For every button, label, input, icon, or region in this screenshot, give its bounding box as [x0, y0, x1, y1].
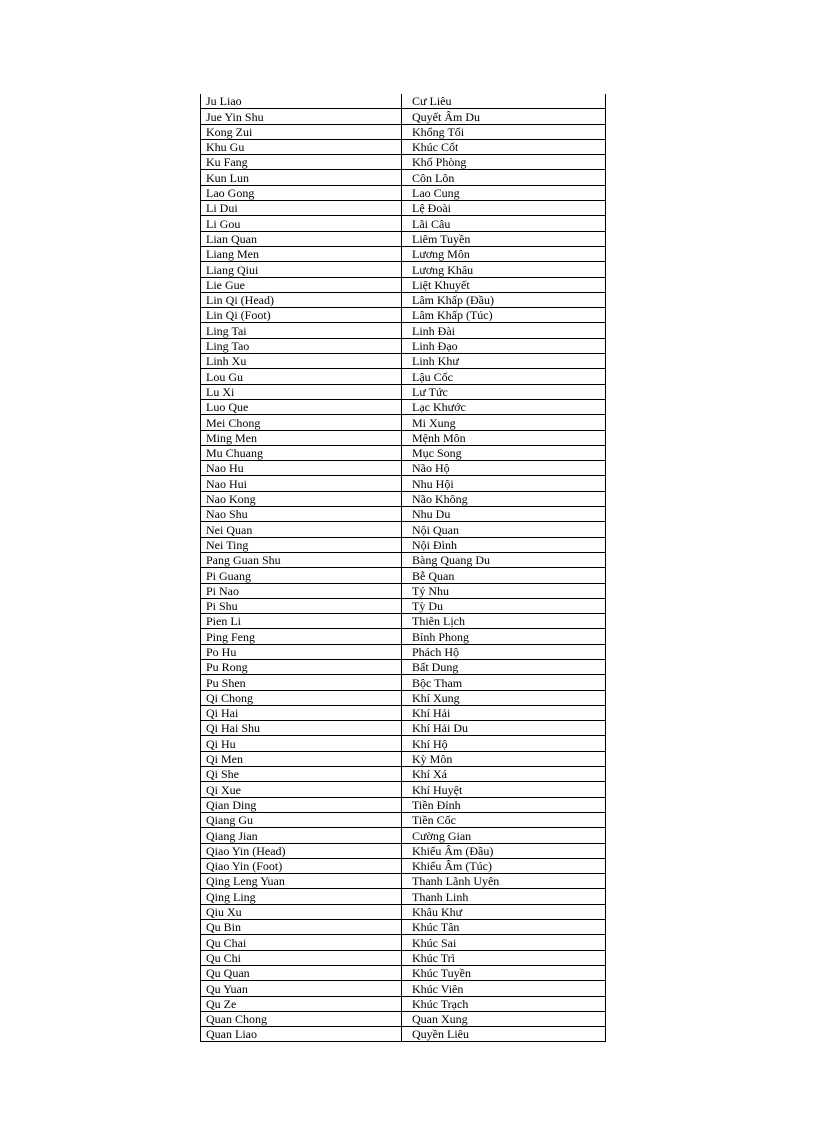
table-row: [201, 323, 606, 338]
pinyin-name-cell: Po Hu: [201, 644, 402, 659]
pinyin-name-cell: Nao Shu: [201, 507, 402, 522]
vietnamese-name-cell: Lâm Khấp (Túc): [402, 308, 606, 323]
pinyin-name-cell: Nao Hu: [201, 461, 402, 476]
pinyin-name-cell: Qiang Jian: [201, 828, 402, 843]
table-row: [201, 201, 606, 216]
vietnamese-name-cell: Linh Đạo: [402, 338, 606, 353]
table-row: [201, 568, 606, 583]
table-row: [201, 155, 606, 170]
table-row: [201, 659, 606, 674]
pinyin-name-cell: Li Gou: [201, 216, 402, 231]
vietnamese-name-cell: Tỳ Du: [402, 598, 606, 613]
vietnamese-name-cell: Khí Hộ: [402, 736, 606, 751]
pinyin-name-cell: Qi Hai Shu: [201, 721, 402, 736]
table-row: [201, 874, 606, 889]
vietnamese-name-cell: Kỳ Môn: [402, 751, 606, 766]
vietnamese-name-cell: Lậu Cốc: [402, 369, 606, 384]
vietnamese-name-cell: Linh Khư: [402, 354, 606, 369]
table-row: [201, 292, 606, 307]
vietnamese-name-cell: Linh Đài: [402, 323, 606, 338]
vietnamese-name-cell: Não Hộ: [402, 461, 606, 476]
pinyin-name-cell: Qu Chi: [201, 950, 402, 965]
vietnamese-name-cell: Lư Tức: [402, 384, 606, 399]
vietnamese-name-cell: Bỉnh Phong: [402, 629, 606, 644]
pinyin-name-cell: Qu Bin: [201, 920, 402, 935]
table-row: [201, 262, 606, 277]
pinyin-name-cell: Pi Shu: [201, 598, 402, 613]
vietnamese-name-cell: Lương Khâu: [402, 262, 606, 277]
pinyin-name-cell: Qi Men: [201, 751, 402, 766]
table-row: [201, 675, 606, 690]
pinyin-name-cell: Ling Tai: [201, 323, 402, 338]
table-row: [201, 552, 606, 567]
vietnamese-name-cell: Mục Song: [402, 445, 606, 460]
table-row: [201, 185, 606, 200]
pinyin-name-cell: Lian Quan: [201, 231, 402, 246]
pinyin-name-cell: Nei Ting: [201, 537, 402, 552]
vietnamese-name-cell: Mi Xung: [402, 415, 606, 430]
vietnamese-name-cell: Khâu Khư: [402, 904, 606, 919]
table-row: [201, 598, 606, 613]
vietnamese-name-cell: Khí Xá: [402, 767, 606, 782]
table-row: [201, 277, 606, 292]
pinyin-name-cell: Li Dui: [201, 201, 402, 216]
table-row: [201, 445, 606, 460]
table-row: [201, 767, 606, 782]
pinyin-name-cell: Ping Feng: [201, 629, 402, 644]
vietnamese-name-cell: Khổng Tối: [402, 124, 606, 139]
pinyin-name-cell: Qu Quan: [201, 965, 402, 980]
pinyin-name-cell: Qiu Xu: [201, 904, 402, 919]
table-row: [201, 797, 606, 812]
table-row: [201, 338, 606, 353]
vietnamese-name-cell: Khúc Viên: [402, 981, 606, 996]
vietnamese-name-cell: Mệnh Môn: [402, 430, 606, 445]
vietnamese-name-cell: Quyền Liêu: [402, 1027, 606, 1042]
vietnamese-name-cell: Thanh Lãnh Uyên: [402, 874, 606, 889]
pinyin-name-cell: Qu Chai: [201, 935, 402, 950]
pinyin-name-cell: Nei Quan: [201, 522, 402, 537]
table-row: [201, 843, 606, 858]
table-row: [201, 981, 606, 996]
pinyin-name-cell: Liang Men: [201, 246, 402, 261]
vietnamese-name-cell: Lạc Khước: [402, 399, 606, 414]
table-row: [201, 94, 606, 109]
vietnamese-name-cell: Phách Hộ: [402, 644, 606, 659]
table-row: [201, 904, 606, 919]
table-row: [201, 231, 606, 246]
vietnamese-name-cell: Lương Môn: [402, 246, 606, 261]
table-row: [201, 170, 606, 185]
vietnamese-name-cell: Côn Lôn: [402, 170, 606, 185]
vietnamese-name-cell: Lãi Câu: [402, 216, 606, 231]
vietnamese-name-cell: Khúc Trạch: [402, 996, 606, 1011]
vietnamese-name-cell: Quyết Âm Du: [402, 109, 606, 124]
pinyin-name-cell: Qian Ding: [201, 797, 402, 812]
pinyin-name-cell: Mei Chong: [201, 415, 402, 430]
pinyin-name-cell: Ming Men: [201, 430, 402, 445]
vietnamese-name-cell: Khí Xung: [402, 690, 606, 705]
pinyin-name-cell: Pi Nao: [201, 583, 402, 598]
table-row: [201, 721, 606, 736]
table-row: [201, 430, 606, 445]
table-row: [201, 705, 606, 720]
pinyin-name-cell: Qu Yuan: [201, 981, 402, 996]
vietnamese-name-cell: Bàng Quang Du: [402, 552, 606, 567]
table-row: [201, 965, 606, 980]
table-row: [201, 139, 606, 154]
vietnamese-name-cell: Liệt Khuyết: [402, 277, 606, 292]
vietnamese-name-cell: Khúc Tuyền: [402, 965, 606, 980]
pinyin-name-cell: Liang Qiui: [201, 262, 402, 277]
vietnamese-name-cell: Lệ Đoài: [402, 201, 606, 216]
vietnamese-name-cell: Khí Hải Du: [402, 721, 606, 736]
pinyin-name-cell: Lu Xi: [201, 384, 402, 399]
vietnamese-name-cell: Tiền Cốc: [402, 812, 606, 827]
vietnamese-name-cell: Khiếu Âm (Đầu): [402, 843, 606, 858]
vietnamese-name-cell: Nội Quan: [402, 522, 606, 537]
pinyin-name-cell: Linh Xu: [201, 354, 402, 369]
vietnamese-name-cell: Tiền Đỉnh: [402, 797, 606, 812]
table-row: [201, 690, 606, 705]
pinyin-name-cell: Kong Zui: [201, 124, 402, 139]
table-row: [201, 583, 606, 598]
vietnamese-name-cell: Nhu Hội: [402, 476, 606, 491]
vietnamese-name-cell: Cư Liêu: [402, 94, 606, 109]
table-row: [201, 491, 606, 506]
pinyin-name-cell: Ling Tao: [201, 338, 402, 353]
pinyin-name-cell: Qi Hu: [201, 736, 402, 751]
pinyin-name-cell: Pang Guan Shu: [201, 552, 402, 567]
table-row: [201, 124, 606, 139]
pinyin-name-cell: Luo Que: [201, 399, 402, 414]
vietnamese-name-cell: Khúc Cốt: [402, 139, 606, 154]
table-row: [201, 354, 606, 369]
pinyin-name-cell: Jue Yin Shu: [201, 109, 402, 124]
pinyin-name-cell: Mu Chuang: [201, 445, 402, 460]
pinyin-name-cell: Kun Lun: [201, 170, 402, 185]
table-row: [201, 751, 606, 766]
pinyin-name-cell: Ku Fang: [201, 155, 402, 170]
vietnamese-name-cell: Nhu Du: [402, 507, 606, 522]
table-row: [201, 384, 606, 399]
pinyin-name-cell: Pu Rong: [201, 659, 402, 674]
table-row: [201, 782, 606, 797]
vietnamese-name-cell: Nội Đình: [402, 537, 606, 552]
pinyin-name-cell: Lou Gu: [201, 369, 402, 384]
table-row: [201, 812, 606, 827]
pinyin-name-cell: Qi Xue: [201, 782, 402, 797]
pinyin-name-cell: Qiang Gu: [201, 812, 402, 827]
pinyin-name-cell: Lao Gong: [201, 185, 402, 200]
table-row: [201, 216, 606, 231]
vietnamese-name-cell: Lâm Khấp (Đầu): [402, 292, 606, 307]
vietnamese-name-cell: Khí Hải: [402, 705, 606, 720]
vietnamese-name-cell: Quan Xung: [402, 1011, 606, 1026]
pinyin-name-cell: Quan Chong: [201, 1011, 402, 1026]
pinyin-name-cell: Pu Shen: [201, 675, 402, 690]
pinyin-name-cell: Qi Chong: [201, 690, 402, 705]
vietnamese-name-cell: Khố Phòng: [402, 155, 606, 170]
vietnamese-name-cell: Thiên Lịch: [402, 614, 606, 629]
vietnamese-name-cell: Bất Dung: [402, 659, 606, 674]
vietnamese-name-cell: Khúc Tân: [402, 920, 606, 935]
table-row: [201, 415, 606, 430]
vietnamese-name-cell: Não Không: [402, 491, 606, 506]
pinyin-name-cell: Lin Qi (Foot): [201, 308, 402, 323]
table-row: [201, 461, 606, 476]
pinyin-name-cell: Nao Kong: [201, 491, 402, 506]
table-row: [201, 246, 606, 261]
pinyin-name-cell: Qu Ze: [201, 996, 402, 1011]
vietnamese-name-cell: Thanh Linh: [402, 889, 606, 904]
table-row: [201, 935, 606, 950]
pinyin-name-cell: Qing Ling: [201, 889, 402, 904]
table-row: [201, 507, 606, 522]
vietnamese-name-cell: Lao Cung: [402, 185, 606, 200]
vietnamese-name-cell: Khí Huyệt: [402, 782, 606, 797]
pinyin-name-cell: Qi Hai: [201, 705, 402, 720]
pinyin-name-cell: Ju Liao: [201, 94, 402, 109]
table-row: [201, 308, 606, 323]
table-row: [201, 614, 606, 629]
pinyin-name-cell: Qing Leng Yuan: [201, 874, 402, 889]
table-row: [201, 522, 606, 537]
table-row: [201, 858, 606, 873]
table-row: [201, 476, 606, 491]
vietnamese-name-cell: Bễ Quan: [402, 568, 606, 583]
pinyin-name-cell: Lin Qi (Head): [201, 292, 402, 307]
pinyin-name-cell: Qiao Yin (Foot): [201, 858, 402, 873]
vietnamese-name-cell: Khúc Sai: [402, 935, 606, 950]
vietnamese-name-cell: Tý Nhu: [402, 583, 606, 598]
table-row: [201, 1027, 606, 1042]
pinyin-name-cell: Lie Gue: [201, 277, 402, 292]
table-row: [201, 629, 606, 644]
acupoint-name-table: [200, 94, 606, 1042]
vietnamese-name-cell: Liêm Tuyền: [402, 231, 606, 246]
vietnamese-name-cell: Khiếu Âm (Túc): [402, 858, 606, 873]
pinyin-name-cell: Qiao Yin (Head): [201, 843, 402, 858]
pinyin-name-cell: Pien Li: [201, 614, 402, 629]
table-row: [201, 920, 606, 935]
table-row: [201, 950, 606, 965]
table-row: [201, 1011, 606, 1026]
pinyin-name-cell: Nao Hui: [201, 476, 402, 491]
table-row: [201, 996, 606, 1011]
pinyin-name-cell: Quan Liao: [201, 1027, 402, 1042]
table-row: [201, 369, 606, 384]
pinyin-name-cell: Pi Guang: [201, 568, 402, 583]
table-row: [201, 828, 606, 843]
vietnamese-name-cell: Khúc Trì: [402, 950, 606, 965]
table-row: [201, 109, 606, 124]
table-row: [201, 644, 606, 659]
table-row: [201, 399, 606, 414]
table-row: [201, 889, 606, 904]
pinyin-name-cell: Khu Gu: [201, 139, 402, 154]
table-row: [201, 736, 606, 751]
vietnamese-name-cell: Bộc Tham: [402, 675, 606, 690]
pinyin-name-cell: Qi She: [201, 767, 402, 782]
table-row: [201, 537, 606, 552]
vietnamese-name-cell: Cường Gian: [402, 828, 606, 843]
table-body: [201, 94, 606, 1042]
